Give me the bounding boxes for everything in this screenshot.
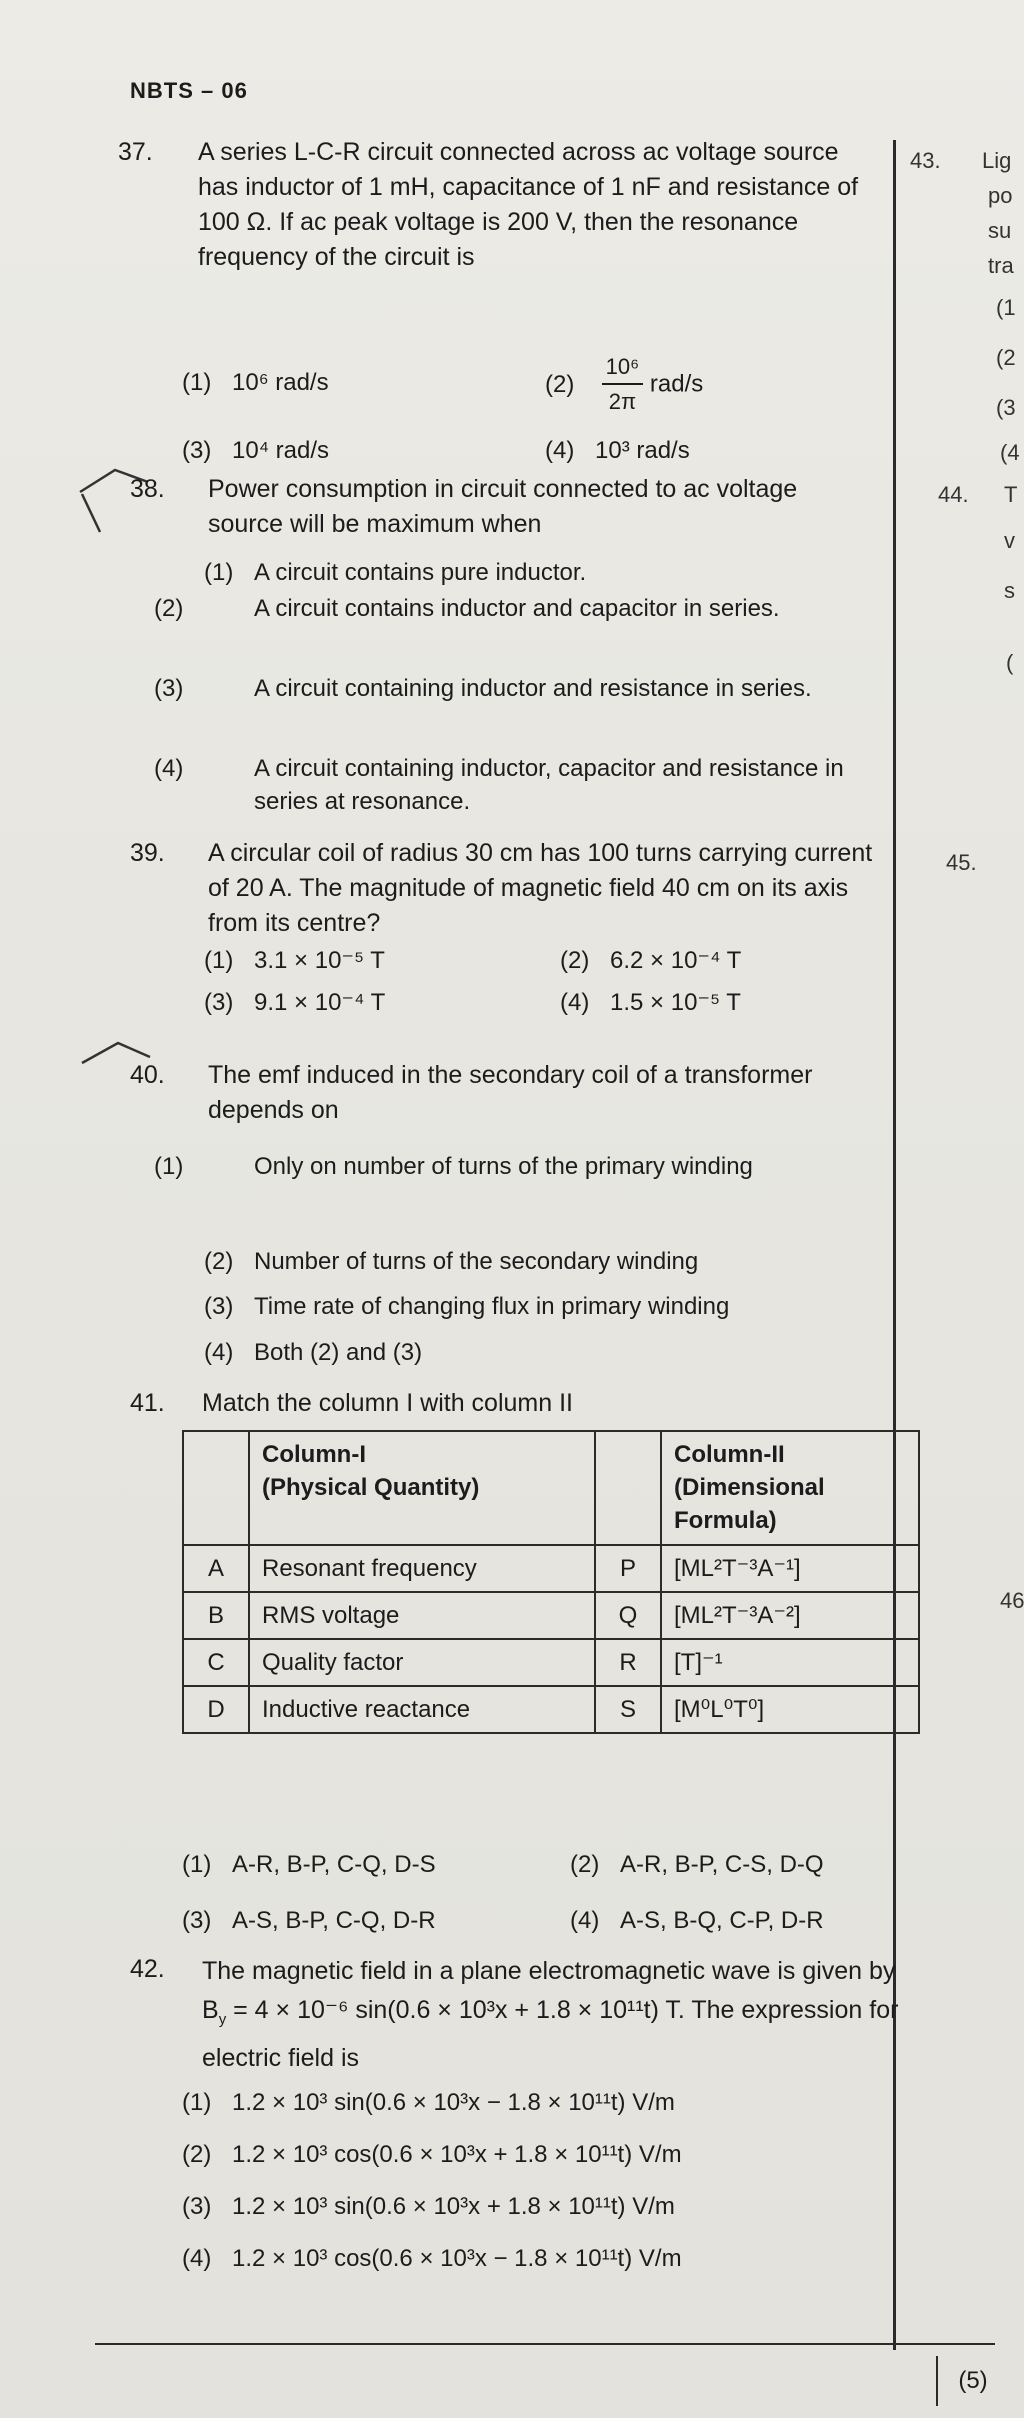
fraction: $\frac{\text{10⁶}}{2\pi}$ (602, 350, 644, 418)
q40-option-1[interactable]: (1) Only on number of turns of the primary winding (154, 1153, 753, 1180)
row-quantity: Inductive reactance (249, 1686, 595, 1733)
question-text: Match the column I with column II (202, 1389, 573, 1417)
table-row (183, 1545, 919, 1592)
q38-option-2[interactable]: (2) A circuit contains inductor and capacitor in series. (154, 595, 780, 622)
right-fragment: (1 (996, 295, 1016, 320)
q38-option-1[interactable]: (1) A circuit contains pure inductor. (204, 559, 587, 586)
row-key-2: P (595, 1545, 661, 1592)
column-1-subheading: (Physical Quantity) (262, 1474, 480, 1501)
paper-code: NBTS – 06 (130, 78, 248, 103)
row-quantity: Quality factor (249, 1639, 595, 1686)
right-fragment: (4 (1000, 440, 1020, 465)
column-2-subheading: (Dimensional Formula) (674, 1474, 825, 1534)
q39-option-4[interactable]: (4) 1.5 × 10⁻⁵ T (560, 989, 741, 1016)
q42-option-4[interactable]: (4) 1.2 × 10³ cos(0.6 × 10³x − 1.8 × 10¹¹t) V/m (182, 2245, 682, 2272)
row-quantity: RMS voltage (249, 1592, 595, 1639)
row-formula: [M⁰L⁰T⁰] (661, 1686, 919, 1733)
right-fragment: (2 (996, 345, 1016, 370)
question-text: A series L-C-R circuit connected across ac voltage source has inductor of 1 mH, capacitance of 1 nF and resistance of 100 Ω. If ac peak voltage is 200 V, then the resonance frequency of the circuit is (198, 138, 859, 271)
q41-option-2[interactable]: (2) A-R, B-P, C-S, D-Q (570, 1851, 824, 1878)
q38-option-4[interactable]: (4) A circuit containing inductor, capacitor and resistance in series at resonance. (154, 755, 844, 815)
question-number: 42. (130, 1955, 165, 1983)
right-q46-number: 46 (1000, 1588, 1024, 1613)
row-key-2: S (595, 1686, 661, 1733)
q38-option-3[interactable]: (3) A circuit containing inductor and resistance in series. (154, 675, 812, 702)
match-table (182, 1430, 920, 1734)
table-row (183, 1639, 919, 1686)
question-number: 37. (118, 138, 153, 166)
question-number: 39. (130, 839, 165, 867)
q41-option-4[interactable]: (4) A-S, B-Q, C-P, D-R (570, 1907, 824, 1934)
question-text: A circular coil of radius 30 cm has 100 turns carrying current of 20 A. The magnitude of magnetic field 40 cm on its axis from its centre? (208, 839, 873, 937)
q42-option-2[interactable]: (2) 1.2 × 10³ cos(0.6 × 10³x + 1.8 × 10¹¹t) V/m (182, 2141, 682, 2168)
q39-option-1[interactable]: (1) 3.1 × 10⁻⁵ T (204, 947, 385, 974)
right-fragment: ( (1006, 650, 1014, 675)
question-number: 41. (130, 1389, 165, 1417)
right-fragment: s (1004, 578, 1015, 603)
right-q45-number: 45. (946, 850, 977, 875)
q41-option-1[interactable]: (1) A-R, B-P, C-Q, D-S (182, 1851, 436, 1878)
column-2-heading: Column-II (674, 1441, 785, 1468)
row-formula: [ML²T⁻³A⁻²] (661, 1592, 919, 1639)
row-quantity: Resonant frequency (249, 1545, 595, 1592)
right-fragment: tra (988, 253, 1014, 278)
right-fragment: Lig (982, 148, 1012, 173)
question-text: Power consumption in circuit connected to ac voltage source will be maximum when (208, 475, 798, 538)
q39-option-2[interactable]: (2) 6.2 × 10⁻⁴ T (560, 947, 742, 974)
right-q43-number: 43. (910, 148, 941, 173)
question-text: The magnetic field in a plane electromagnetic wave is given by $B_y = 4 \times 10^{-6}$ sin(0.6 × 10³x + 1.8 × 10¹¹t) T. The expression for electric field is (202, 1957, 899, 2072)
table-row (183, 1592, 919, 1639)
row-key-2: Q (595, 1592, 661, 1639)
row-key: C (183, 1639, 249, 1686)
row-key: A (183, 1545, 249, 1592)
q40-option-3[interactable]: (3) Time rate of changing flux in primary winding (204, 1293, 730, 1320)
column-1-heading: Column-I (262, 1441, 366, 1468)
right-fragment: v (1004, 528, 1015, 553)
page-number: (5) (936, 2356, 1008, 2406)
row-key: B (183, 1592, 249, 1639)
q41-option-3[interactable]: (3) A-S, B-P, C-Q, D-R (182, 1907, 436, 1934)
table-row (183, 1686, 919, 1733)
row-key-2: R (595, 1639, 661, 1686)
question-number: 40. (130, 1061, 165, 1089)
footer-rule (95, 2343, 995, 2345)
q40-option-2[interactable]: (2) Number of turns of the secondary winding (204, 1248, 699, 1275)
row-formula: [T]⁻¹ (661, 1639, 919, 1686)
row-key: D (183, 1686, 249, 1733)
right-q44-number: 44. (938, 482, 969, 507)
row-formula: [ML²T⁻³A⁻¹] (661, 1545, 919, 1592)
q37-option-4[interactable]: (4) 10³ rad/s (545, 437, 690, 464)
right-fragment: po (988, 183, 1013, 208)
right-fragment: (3 (996, 395, 1016, 420)
table-header-row (183, 1431, 919, 1545)
q42-option-1[interactable]: (1) 1.2 × 10³ sin(0.6 × 10³x − 1.8 × 10¹¹t) V/m (182, 2089, 675, 2116)
right-fragment: T (1004, 482, 1018, 507)
right-fragment: su (988, 218, 1012, 243)
q37-option-1[interactable]: (1) 10⁶ rad/s (182, 369, 329, 396)
q40-option-4[interactable]: (4) Both (2) and (3) (204, 1339, 423, 1366)
question-number: 38. (130, 475, 165, 503)
q37-option-2[interactable]: (2) $\frac{\text{10⁶}}{2\pi}$ rad/s (545, 350, 703, 418)
q42-option-3[interactable]: (3) 1.2 × 10³ sin(0.6 × 10³x + 1.8 × 10¹¹t) V/m (182, 2193, 675, 2220)
q39-option-3[interactable]: (3) 9.1 × 10⁻⁴ T (204, 989, 386, 1016)
q37-option-3[interactable]: (3) 10⁴ rad/s (182, 437, 330, 464)
question-text: The emf induced in the secondary coil of a transformer depends on (208, 1061, 813, 1124)
